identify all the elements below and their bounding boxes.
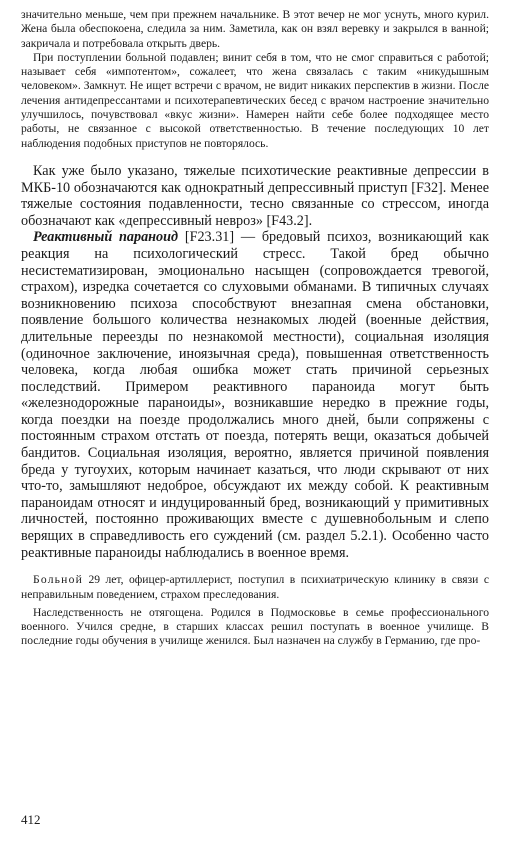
main-paragraph-1: Как уже было указано, тяжелые психотические реактивные депрессии в МКБ-10 обозначаются как однократный депрессивный приступ [F32]. Менее тяжелые состояния подавленности, тесно связанные со стрессом, иногда обозначают как «депрессивный невроз» [F43.2].: [21, 162, 489, 229]
case2-paragraph-2: Наследственность не отягощена. Родился в Подмосковье в семье профессионального военного. Учился средне, в старших классах решил поступать в военное училище. В последние годы обучения в училище женился. Был назначен на службу в Германию, где про-: [21, 605, 489, 648]
page-number: 412: [21, 812, 41, 827]
case2-lead-word: Больной: [33, 573, 83, 587]
main-paragraph-2-text: [F23.31] — бредовый психоз, возникающий как реакция на психологический стресс. Такой бред обычно несистематизирован, эмоционально насыщен (сопровождается тревогой, страхом), изредка сочетается со слуховыми обманами. В типичных случаях возникновению психоза способствуют внезапная смена обстановки, появление большого количества незнакомых людей (военные действия, длительные переезды по незнакомой местности), социальная изоляция (одиночное заключение, иноязычная среда), повышенная ответственность человека, когда любая ошибка может стать причиной серьезных последствий. Примером реактивного параноида могут быть «железнодорожные параноиды», возникавшие нередко в прежние годы, когда поездки на поезде продолжались много дней, были сопряжены с постоянным страхом отстать от поезда, потерять вещи, оказаться добычей бандитов. Социальная изоляция, вероятно, является причиной появления бреда у тугоухих, которым начинает казаться, что люди скрывают от них что-то, замышляют недоброе, обсуждают их между собой. К реактивным параноидам относят и индуцированный бред, возникающий у примитивных личностей, постоянно проживающих вместе с душевнобольным и слепо верящих в справедливость его суждений (см. раздел 5.2.1). Особенно часто реактивные параноиды наблюдались в военное время.: [21, 229, 489, 561]
case2-paragraph-1: [21, 573, 489, 602]
case1-paragraph-1: значительно меньше, чем при прежнем начальнике. В этот вечер не мог уснуть, много курил. Жена была обеспокоена, следила за ним. Заметила, как он взял веревку и закрылся в ванной; закричала и потребовала открыть дверь.: [21, 8, 489, 50]
term-reactive-paranoid: Реактивный параноид: [33, 229, 179, 246]
case2-paragraph-1-text: 29 лет, офицер-артиллерист, поступил в психиатрическую клинику в связи с неправильным поведением, страхом преследования.: [21, 573, 489, 601]
main-paragraph-2: [21, 229, 489, 561]
case1-paragraph-2: При поступлении больной подавлен; винит себя в том, что не смог справиться с работой; называет себя «импотентом», сожалеет, что жена связалась с таким «никудышным человеком». Замкнут. Не ищет встречи с врачом, не видит никаких перспектив в жизни. После лечения антидепрессантами и психотерапевтических бесед с врачом настроение значительно улучшилось, почувствовал «вкус жизни». Намерен найти себе более подходящее место работы, не связанное с высокой ответственностью. В течение последующих 10 лет наблюдения подобных приступов не повторялось.: [21, 50, 489, 150]
